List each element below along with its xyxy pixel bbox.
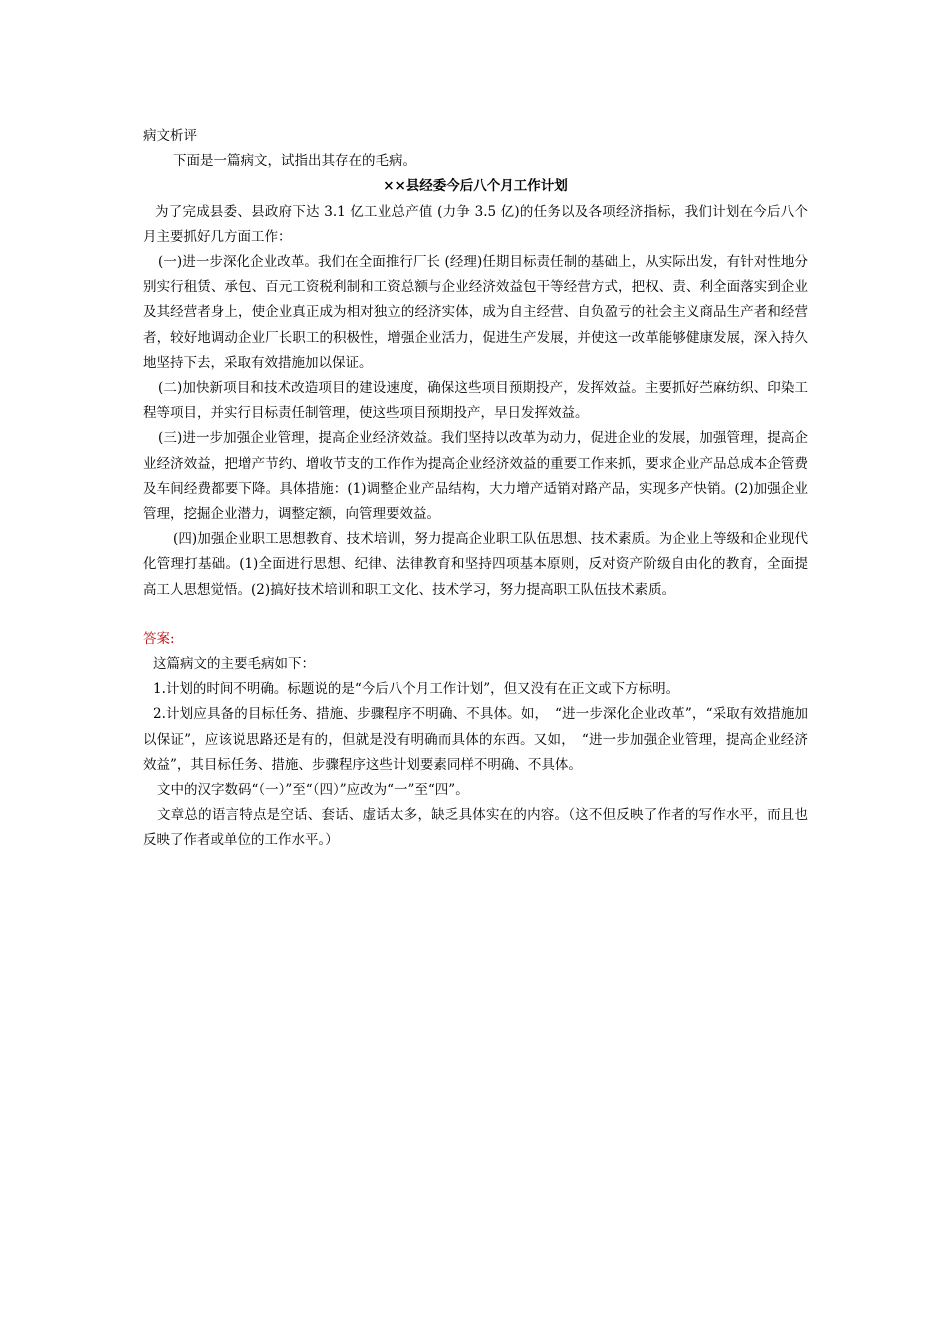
document-page — [143, 124, 808, 854]
section-heading: 病文析评 — [143, 128, 197, 144]
body-paragraph-1: (一)进一步深化企业改革。我们在全面推行厂长 (经理)任期目标责任制的基础上，从实际出发，有针对性地分别实行租赁、承包、百元工资税利制和工资总额与企业经济效益包干等经营方式，把权、责、利全面落实到企业及其经营者身上，使企业真正成为相对独立的经济实体，成为自主经营、自负盈亏的社会主义商品生产者和经营者，较好地调动企业厂长职工的积极性，增强企业活力，促进生产发展，并使这一改革能够健康发展，深入持久地坚持下去，采取有效措施加以保证。 — [143, 254, 808, 371]
answer-point-3: 文中的汉字数码“（一）”至“（四）”应改为“一”至“四”。 — [157, 782, 469, 799]
document-title: ××县经委今后八个月工作计划 — [383, 178, 568, 195]
body-paragraph-intro: 为了完成县委、县政府下达 3.1 亿工业总产值 (力争 3.5 亿)的任务以及各项经济指标，我们计划在今后八个月主要抓好几方面工作： — [143, 203, 808, 245]
instruction-text: 下面是一篇病文，试指出其存在的毛病。 — [173, 153, 416, 170]
answer-label: 答案: — [143, 630, 175, 647]
answer-point-1: 1.计划的时间不明确。标题说的是“今后八个月工作计划”，但又没有在正文或下方标明。 — [153, 681, 680, 698]
body-paragraph-3: (三)进一步加强企业管理，提高企业经济效益。我们坚持以改革为动力，促进企业的发展，加强管理，提高企业经济效益，把增产节约、增收节支的工作作为提高企业经济效益的重要工作来抓，要求企业产品总成本企管费及车间经费都要下降。具体措施：(1)调整企业产品结构，大力增产适销对路产品，实现多产快销。(2)加强企业管理，挖掘企业潜力，调整定额，向管理要效益。 — [143, 430, 808, 523]
body-paragraph-2: (二)加快新项目和技术改造项目的建设速度，确保这些项目预期投产，发挥效益。主要抓好苎麻纺织、印染工程等项目，并实行目标责任制管理，使这些项目预期投产，早日发挥效益。 — [143, 380, 808, 422]
body-paragraph-4: (四)加强企业职工思想教育、技术培训，努力提高企业职工队伍思想、技术素质。为企业上等级和企业现代化管理打基础。(1)全面进行思想、纪律、法律教育和坚持四项基本原则，反对资产阶级自由化的教育，全面提高工人思想觉悟。(2)搞好技术培训和职工文化、技术学习，努力提高职工队伍技术素质。 — [143, 531, 808, 598]
answer-intro: 这篇病文的主要毛病如下： — [153, 656, 315, 673]
answer-point-4: 文章总的语言特点是空话、套话、虚话太多，缺乏具体实在的内容。（这不但反映了作者的写作水平，而且也反映了作者或单位的工作水平。） — [143, 807, 808, 849]
answer-point-2: 2.计划应具备的目标任务、措施、步骤程序不明确、不具体。如， “进一步深化企业改革”，“采取有效措施加以保证”，应该说思路还是有的，但就是没有明确而具体的东西。又如， “进一步加强企业管理，提高企业经济效益”，其目标任务、措施、步骤程序这些计划要素同样不明确、不具体。 — [143, 706, 808, 773]
